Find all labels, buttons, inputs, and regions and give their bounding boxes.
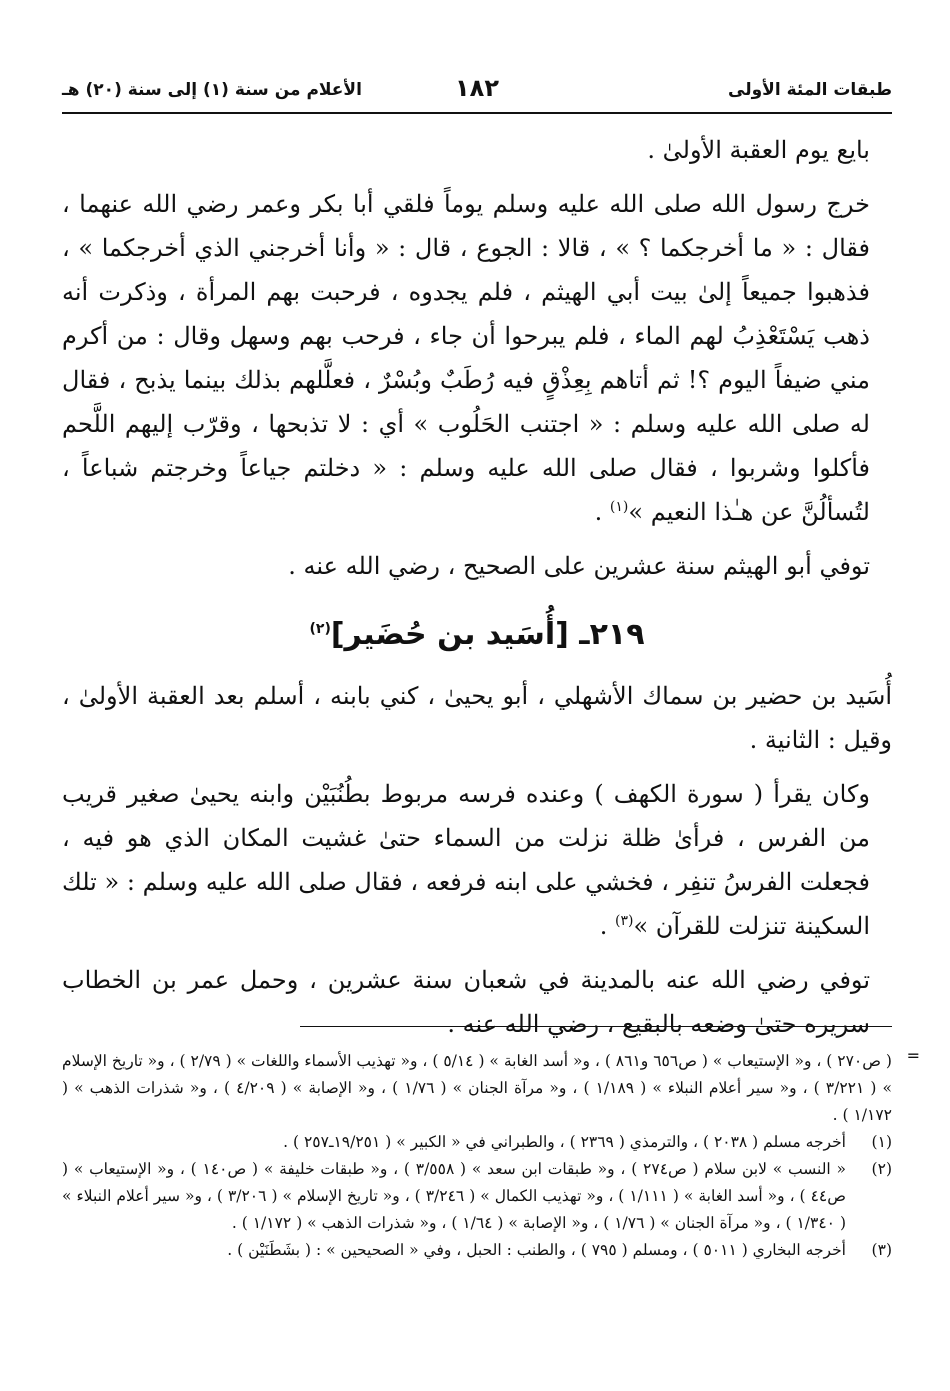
paragraph-2 — [62, 182, 892, 534]
footnote-ref-1[interactable]: (١) — [609, 499, 629, 515]
footnote-divider — [300, 1026, 892, 1027]
footnote-text: « النسب » لابن سلام ( ص٢٧٤ ) ، و« طبقات ابن سعد » ( ٣/٥٥٨ ) ، و« طبقات خليفة » ( ص١٤٠ ) ، و« الإستيعاب » ( ص٤٤ ) ، و« أسد الغابة » ( ١/١١١ ) ، و« تهذيب الكمال » ( ٣/٢٤٦ ) ، و« تاريخ الإسلام » ( ٣/٢٠٦ ) ، و« سير أعلام النبلاء » ( ١/٣٤٠ ) ، و« مرآة الجنان » ( ١/٧٦ ) ، و« الإصابة » ( ١/٦٤ ) ، و« شذرات الذهب » ( ١/١٧٢ ) . — [62, 1160, 847, 1232]
footnote-item — [62, 1129, 892, 1156]
paragraph-5-end: . — [599, 912, 615, 940]
footnote-item — [62, 1156, 892, 1237]
footnote-ref-3[interactable]: (٣) — [614, 913, 634, 929]
footnote-number: (٢) — [871, 1160, 892, 1178]
page-number: ١٨٢ — [455, 74, 499, 102]
footnote-text: أخرجه البخاري ( ٥٠١١ ) ، ومسلم ( ٧٩٥ ) ، والطنب : الحبل ، وفي « الصحيحين » : ( بشَطَنَيْن ) . — [227, 1241, 846, 1259]
footnote-continuation-mark: = — [906, 1046, 920, 1065]
entry-title — [62, 610, 892, 660]
paragraph-1: بايع يوم العقبة الأولىٰ . — [647, 136, 870, 164]
entry-title-text: ٢١٩ـ [أُسَيد بن حُضَير] — [330, 617, 645, 652]
footnote-text: أخرجه مسلم ( ٢٠٣٨ ) ، والترمذي ( ٢٣٦٩ ) ، والطبراني في « الكبير » ( ١٩/٢٥١ـ٢٥٧ ) . — [283, 1133, 846, 1151]
footnote-item — [62, 1237, 892, 1264]
paragraph-3: توفي أبو الهيثم سنة عشرين على الصحيح ، رضي الله عنه . — [288, 552, 870, 580]
footnote-number: (١) — [871, 1133, 892, 1151]
book-title: طبقات المئة الأولى — [728, 80, 892, 100]
footnote-number: (٣) — [871, 1241, 892, 1259]
section-range: الأعلام من سنة (١) إلى سنة (٢٠) هـ — [62, 80, 362, 100]
footnote-continuation: ( ص٢٧٠ ) ، و« الإستيعاب » ( ص٦٥٦ و٨٦١ ) ، و« أسد الغابة » ( ٥/١٤ ) ، و« تهذيب الأسماء واللغات » ( ٢/٧٩ ) ، و« تاريخ الإسلام » ( ٣/٢٢١ ) ، و« سير أعلام النبلاء » ( ١/١٨٩ ) ، و« مرآة الجنان » ( ١/٧٦ ) ، و« الإصابة » ( ٤/٢٠٩ ) ، و« شذرات الذهب » ( ١/١٧٢ ) . — [62, 1052, 892, 1124]
paragraph-5 — [62, 772, 892, 948]
paragraph-5-text: وكان يقرأ ( سورة الكهف ) وعنده فرسه مربوط بطُنُبَيْن وابنه يحيىٰ صغير قريب من الفرس ، فرأىٰ ظلة نزلت من السماء حتىٰ غشيت المكان الذي هو فيه ، فجعلت الفرسُ تنفِر ، فخشي على ابنه فرفعه ، فقال صلى الله عليه وسلم : « تلك السكينة تنزلت للقرآن » — [62, 780, 870, 940]
main-text — [62, 128, 892, 1046]
paragraph-6: توفي رضي الله عنه بالمدينة في شعبان سنة عشرين ، وحمل عمر بن الخطاب سريره حتىٰ وضعه بالبقيع ، رضي الله عنه . — [62, 966, 870, 1038]
footnote-ref-2[interactable]: (٢) — [309, 621, 331, 637]
running-header — [62, 72, 892, 114]
footnotes — [62, 1048, 892, 1264]
paragraph-4: أُسَيد بن حضير بن سماك الأشهلي ، أبو يحيىٰ ، كني بابنه ، أسلم بعد العقبة الأولىٰ ، وقيل : الثانية . — [62, 682, 892, 754]
paragraph-2-text: خرج رسول الله صلى الله عليه وسلم يوماً فلقي أبا بكر وعمر رضي الله عنهما ، فقال : « ما أخرجكما ؟ » ، قالا : الجوع ، قال : « وأنا أخرجني الذي أخرجكما » ، فذهبوا جميعاً إلىٰ بيت أبي الهيثم ، فلم يجدوه ، فرحبت بهم المرأة ، وذكرت أنه ذهب يَسْتَعْذِبُ لهم الماء ، فلم يبرحوا أن جاء ، فرحب بهم وسهل وقال : من أكرم مني ضيفاً اليوم ؟! ثم أتاهم بِعِذْقٍ فيه رُطَبٌ وبُسْرٌ ، فعلَّلهم بذلك بينما يذبح ، فقال له صلى الله عليه وسلم : « اجتنب الحَلُوب » أي : لا تذبحها ، وقرّب إليهم اللَّحم فأكلوا وشربوا ، فقال صلى الله عليه وسلم : « دخلتم جياعاً وخرجتم شباعاً ، لتُسألُنَّ عن هـٰذا النعيم » — [62, 190, 870, 526]
paragraph-2-end: . — [594, 498, 610, 526]
